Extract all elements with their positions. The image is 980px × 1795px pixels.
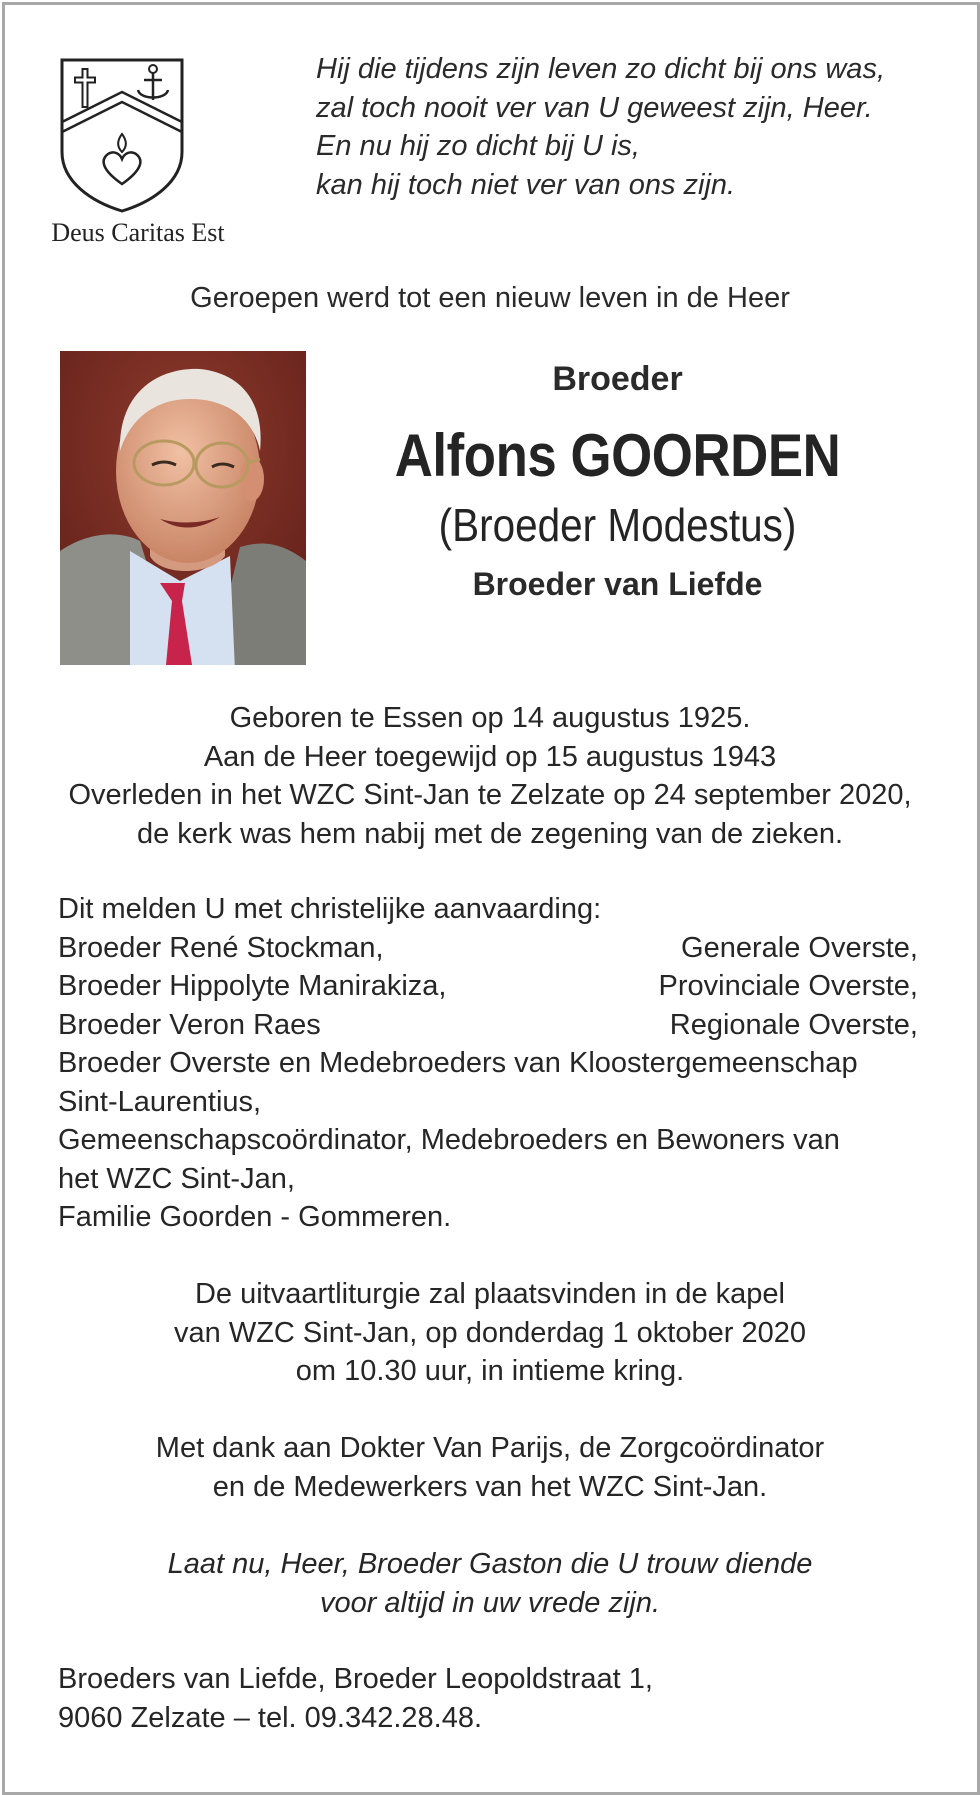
congregation: Broeder van Liefde: [472, 566, 763, 602]
signatory-name: Broeder Veron Raes: [58, 1008, 321, 1041]
poem-line: Hij die tijdens zijn leven zo dicht bij ons was,: [316, 53, 885, 85]
poem-line: zal toch nooit ver van U geweest zijn, Heer.: [316, 91, 873, 124]
poem-line: En nu hij zo dicht bij U is,: [316, 130, 640, 162]
prayer: [0, 1545, 980, 1622]
title: Broeder: [552, 360, 683, 398]
thanks-line: Met dank aan Dokter Van Parijs, de Zorgcoördinator: [155, 1432, 825, 1464]
name-block: [340, 360, 895, 603]
portrait-photo: [60, 351, 306, 665]
prayer-line: Laat nu, Heer, Broeder Gaston die U trouw diende: [167, 1548, 813, 1580]
signatory-name: Broeder René Stockman,: [58, 931, 384, 964]
mourner-line: Familie Goorden - Gommeren.: [58, 1201, 452, 1233]
address-line: Broeders van Liefde, Broeder Leopoldstraat 1,: [58, 1663, 653, 1695]
contact-address: [58, 1660, 918, 1737]
thanks-line: en de Medewerkers van het WZC Sint-Jan.: [212, 1470, 768, 1503]
biography-line: Geboren te Essen op 14 augustus 1925.: [229, 702, 751, 734]
mourner-line: Sint-Laurentius,: [58, 1085, 262, 1118]
funeral-line: om 10.30 uur, in intieme kring.: [295, 1355, 685, 1387]
signatory-name: Broeder Hippolyte Manirakiza,: [58, 970, 447, 1002]
funeral-line: De uitvaartliturgie zal plaatsvinden in de kapel: [194, 1278, 785, 1310]
motto: Deus Caritas Est: [51, 218, 225, 247]
funeral-line: van WZC Sint-Jan, op donderdag 1 oktober 2020: [174, 1316, 806, 1349]
religious-name: (Broeder Modestus): [438, 499, 797, 551]
signatory-row: [58, 1006, 918, 1045]
mourner-line: Gemeenschapscoördinator, Medebroeders en Bewoners van: [58, 1124, 840, 1156]
signatory-role: Generale Overste,: [681, 931, 918, 964]
biography-line: Aan de Heer toegewijd op 15 augustus 1943: [203, 740, 777, 773]
announcement-intro: Dit melden U met christelijke aanvaarding:: [58, 893, 602, 925]
signatory-role: Provinciale Overste,: [658, 970, 918, 1002]
thanks: [0, 1429, 980, 1506]
signatory-role: Regionale Overste,: [669, 1008, 918, 1041]
deceased-name: Alfons GOORDEN: [394, 422, 841, 489]
announcement: [58, 890, 918, 1237]
mourner-line: het WZC Sint-Jan,: [58, 1162, 295, 1195]
intro-line: Geroepen werd tot een nieuw leven in de Heer: [190, 282, 790, 314]
signatory-row: [58, 929, 918, 968]
coat-of-arms-logo: [58, 56, 186, 214]
mourner-line: Broeder Overste en Medebroeders van Kloostergemeenschap: [58, 1047, 858, 1079]
biography-line: de kerk was hem nabij met de zegening van de zieken.: [136, 817, 844, 850]
prayer-line: voor altijd in uw vrede zijn.: [319, 1586, 661, 1619]
poem: [316, 50, 956, 204]
funeral-info: [0, 1275, 980, 1391]
poem-line: kan hij toch niet ver van ons zijn.: [316, 168, 736, 201]
biography: [0, 699, 980, 853]
signatory-row: [58, 967, 918, 1006]
address-line: 9060 Zelzate – tel. 09.342.28.48.: [58, 1701, 483, 1734]
biography-line: Overleden in het WZC Sint-Jan te Zelzate op 24 september 2020,: [68, 779, 912, 811]
